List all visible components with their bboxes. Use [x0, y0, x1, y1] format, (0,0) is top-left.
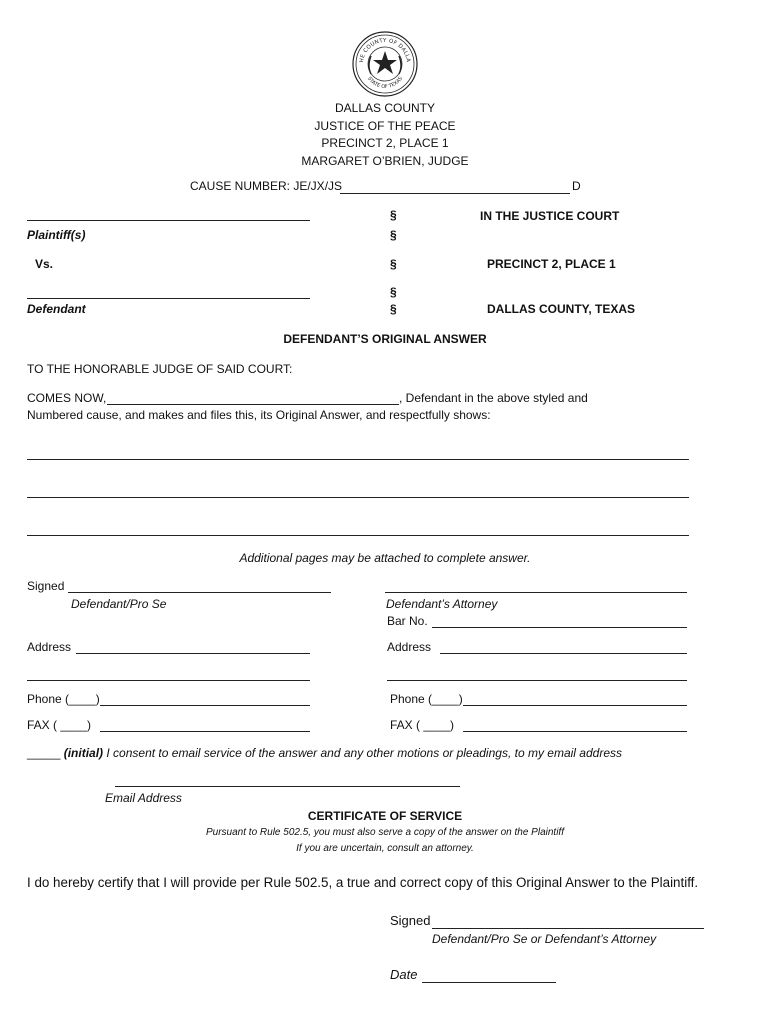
attorney-address-line2-field[interactable]: [387, 680, 687, 681]
court-county: DALLAS COUNTY, TEXAS: [487, 302, 636, 316]
court-header: [235, 100, 535, 170]
defendant-name-inline-field[interactable]: [107, 404, 399, 405]
defendant-pro-se-label: Defendant/Pro Se: [71, 597, 167, 611]
comes-now-suffix: , Defendant in the above styled and: [399, 391, 588, 405]
certificate-note1: Pursuant to Rule 502.5, you must also serve a copy of the answer on the Plaintiff: [206, 827, 564, 838]
address-label: Address: [27, 640, 72, 654]
initial-blank[interactable]: _____: [27, 746, 61, 760]
cause-number-label: CAUSE NUMBER: JE/JX/JS: [190, 179, 343, 193]
attorney-phone-label: Phone (____): [390, 692, 463, 706]
attorney-address-field[interactable]: [440, 653, 687, 654]
section-symbol: §: [390, 208, 397, 222]
header-county: DALLAS COUNTY: [334, 101, 436, 115]
additional-pages-note: Additional pages may be attached to complete answer.: [239, 551, 531, 565]
svg-text:THE COUNTY OF DALLAS: HE COUNTY OF DALLA: [358, 37, 411, 63]
bar-number-label: Bar No.: [387, 614, 428, 628]
fax-label: FAX ( ____): [27, 718, 92, 732]
signed-label: Signed: [27, 579, 65, 593]
certificate-signature-field[interactable]: [432, 928, 704, 929]
header-precinct: PRECINCT 2, PLACE 1: [321, 136, 449, 150]
cause-number-field[interactable]: [340, 193, 570, 194]
section-symbol: §: [390, 285, 397, 299]
certificate-signed-label: Signed: [390, 913, 431, 928]
certificate-statement: I do hereby certify that I will provide per Rule 502.5, a true and correct copy of this Original Answer to the Plaintiff.: [27, 875, 699, 890]
fax-field[interactable]: [100, 731, 310, 732]
attorney-phone-field[interactable]: [463, 705, 687, 706]
initial-label: (initial): [63, 746, 104, 760]
phone-field[interactable]: [100, 705, 310, 706]
consent-text: I consent to email service of the answer and any other motions or pleadings, to my email address: [106, 746, 622, 760]
phone-label: Phone (____): [27, 692, 100, 706]
attorney-label: Defendant’s Attorney: [386, 597, 498, 611]
date-label: Date: [390, 967, 418, 982]
comes-now-line2: Numbered cause, and makes and files this, its Original Answer, and respectfully shows:: [27, 408, 491, 422]
attorney-fax-label: FAX ( ____): [390, 718, 455, 732]
certificate-title: CERTIFICATE OF SERVICE: [307, 809, 463, 823]
attorney-fax-field[interactable]: [463, 731, 687, 732]
plaintiff-label: Plaintiff(s): [27, 228, 86, 242]
plaintiff-name-field[interactable]: [27, 220, 310, 221]
salutation: TO THE HONORABLE JUDGE OF SAID COURT:: [27, 362, 293, 376]
certificate-note2: If you are uncertain, consult an attorney.: [296, 843, 474, 854]
consent-line: [27, 746, 622, 760]
header-court: JUSTICE OF THE PEACE: [314, 118, 456, 133]
section-symbol: §: [390, 257, 397, 271]
document-title: DEFENDANT’S ORIGINAL ANSWER: [283, 332, 487, 346]
cause-number-suffix: D: [572, 179, 581, 193]
answer-line[interactable]: [27, 497, 689, 498]
comes-now-prefix: COMES NOW,: [27, 391, 107, 405]
address-line2-field[interactable]: [27, 680, 310, 681]
court-name: IN THE JUSTICE COURT: [480, 209, 620, 223]
court-precinct: PRECINCT 2, PLACE 1: [487, 257, 616, 271]
svg-text:STATE OF TEXAS: STATE OF TEXAS: [366, 75, 404, 91]
section-symbol: §: [390, 228, 397, 242]
address-field[interactable]: [76, 653, 310, 654]
certificate-signer-label: Defendant/Pro Se or Defendant’s Attorney: [432, 932, 657, 946]
defendant-label: Defendant: [27, 302, 86, 316]
defendant-signature-field[interactable]: [68, 592, 331, 593]
vs-label: Vs.: [35, 257, 54, 271]
bar-number-field[interactable]: [432, 627, 687, 628]
email-address-label: Email Address: [105, 791, 182, 805]
answer-line[interactable]: [27, 459, 689, 460]
section-symbol: §: [390, 302, 397, 316]
header-judge: MARGARET O’BRIEN, JUDGE: [301, 153, 469, 168]
date-field[interactable]: [422, 982, 556, 983]
star-icon: [373, 51, 397, 74]
answer-line[interactable]: [27, 535, 689, 536]
dallas-county-seal: [351, 30, 419, 98]
attorney-signature-field[interactable]: [385, 592, 687, 593]
attorney-address-label: Address: [387, 640, 432, 654]
email-address-field[interactable]: [115, 786, 460, 787]
defendant-name-field[interactable]: [27, 298, 310, 299]
